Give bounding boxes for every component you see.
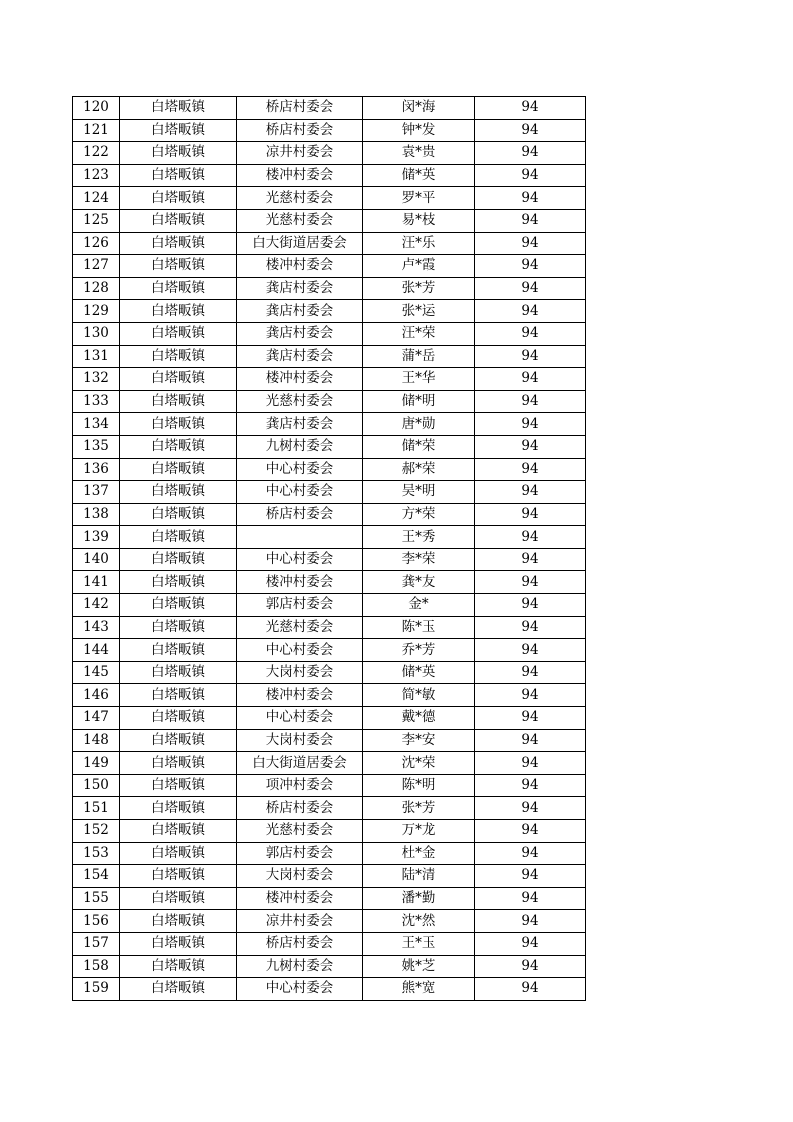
person-name-cell: 袁*贵 (363, 142, 475, 165)
village-committee-cell: 桥店村委会 (237, 932, 363, 955)
row-number-cell: 147 (73, 707, 120, 730)
person-name-cell: 陆*清 (363, 865, 475, 888)
person-name-cell: 张*芳 (363, 277, 475, 300)
row-number-cell: 136 (73, 458, 120, 481)
person-name-cell: 沈*然 (363, 910, 475, 933)
town-cell: 白塔畈镇 (120, 368, 237, 391)
person-name-cell: 吴*明 (363, 481, 475, 504)
town-cell: 白塔畈镇 (120, 526, 237, 549)
village-committee-cell: 白大街道居委会 (237, 232, 363, 255)
score-cell: 94 (475, 413, 586, 436)
person-name-cell: 戴*德 (363, 707, 475, 730)
table-row (73, 955, 586, 978)
row-number-cell: 139 (73, 526, 120, 549)
score-cell: 94 (475, 932, 586, 955)
score-cell: 94 (475, 820, 586, 843)
row-number-cell: 156 (73, 910, 120, 933)
table-row (73, 887, 586, 910)
table-row (73, 594, 586, 617)
row-number-cell: 134 (73, 413, 120, 436)
table-row (73, 639, 586, 662)
village-committee-cell: 九树村委会 (237, 955, 363, 978)
person-name-cell: 李*荣 (363, 548, 475, 571)
score-cell: 94 (475, 842, 586, 865)
table-row (73, 322, 586, 345)
table-row (73, 548, 586, 571)
town-cell: 白塔畈镇 (120, 435, 237, 458)
village-committee-cell: 光慈村委会 (237, 209, 363, 232)
table-row (73, 820, 586, 843)
table-row (73, 187, 586, 210)
score-cell: 94 (475, 164, 586, 187)
town-cell: 白塔畈镇 (120, 503, 237, 526)
table-row (73, 729, 586, 752)
person-name-cell: 王*玉 (363, 932, 475, 955)
village-committee-cell: 大岗村委会 (237, 865, 363, 888)
score-cell: 94 (475, 616, 586, 639)
person-name-cell: 乔*芳 (363, 639, 475, 662)
town-cell: 白塔畈镇 (120, 661, 237, 684)
town-cell: 白塔畈镇 (120, 797, 237, 820)
table-row (73, 932, 586, 955)
table-row (73, 503, 586, 526)
score-cell: 94 (475, 752, 586, 775)
score-cell: 94 (475, 255, 586, 278)
score-cell: 94 (475, 390, 586, 413)
row-number-cell: 126 (73, 232, 120, 255)
town-cell: 白塔畈镇 (120, 594, 237, 617)
table-row (73, 571, 586, 594)
person-name-cell: 熊*宽 (363, 978, 475, 1001)
village-committee-cell: 龚店村委会 (237, 345, 363, 368)
village-committee-cell: 楼冲村委会 (237, 571, 363, 594)
person-name-cell: 王*秀 (363, 526, 475, 549)
village-committee-cell: 龚店村委会 (237, 277, 363, 300)
person-name-cell: 卢*霞 (363, 255, 475, 278)
score-cell: 94 (475, 910, 586, 933)
town-cell: 白塔畈镇 (120, 458, 237, 481)
row-number-cell: 158 (73, 955, 120, 978)
village-committee-cell: 光慈村委会 (237, 390, 363, 413)
village-committee-cell: 大岗村委会 (237, 661, 363, 684)
table-row (73, 910, 586, 933)
row-number-cell: 152 (73, 820, 120, 843)
row-number-cell: 132 (73, 368, 120, 391)
town-cell: 白塔畈镇 (120, 842, 237, 865)
table-row (73, 865, 586, 888)
row-number-cell: 154 (73, 865, 120, 888)
village-committee-cell: 楼冲村委会 (237, 255, 363, 278)
village-committee-cell: 龚店村委会 (237, 413, 363, 436)
town-cell: 白塔畈镇 (120, 752, 237, 775)
row-number-cell: 120 (73, 97, 120, 120)
village-committee-cell: 凉井村委会 (237, 910, 363, 933)
person-name-cell: 姚*芝 (363, 955, 475, 978)
town-cell: 白塔畈镇 (120, 300, 237, 323)
score-cell: 94 (475, 322, 586, 345)
town-cell: 白塔畈镇 (120, 932, 237, 955)
row-number-cell: 157 (73, 932, 120, 955)
person-name-cell: 张*运 (363, 300, 475, 323)
village-committee-cell: 楼冲村委会 (237, 887, 363, 910)
table-row (73, 300, 586, 323)
table-row (73, 481, 586, 504)
village-committee-cell: 项冲村委会 (237, 774, 363, 797)
table-row (73, 616, 586, 639)
table-row (73, 232, 586, 255)
row-number-cell: 127 (73, 255, 120, 278)
town-cell: 白塔畈镇 (120, 639, 237, 662)
village-committee-cell: 桥店村委会 (237, 97, 363, 120)
person-name-cell: 唐*勋 (363, 413, 475, 436)
table-row (73, 526, 586, 549)
town-cell: 白塔畈镇 (120, 119, 237, 142)
town-cell: 白塔畈镇 (120, 413, 237, 436)
person-name-cell: 汪*乐 (363, 232, 475, 255)
village-committee-cell: 楼冲村委会 (237, 684, 363, 707)
table-row (73, 413, 586, 436)
village-committee-cell: 中心村委会 (237, 978, 363, 1001)
table-row (73, 458, 586, 481)
town-cell: 白塔畈镇 (120, 548, 237, 571)
table-row (73, 684, 586, 707)
town-cell: 白塔畈镇 (120, 390, 237, 413)
village-committee-cell: 光慈村委会 (237, 187, 363, 210)
row-number-cell: 149 (73, 752, 120, 775)
person-name-cell: 万*龙 (363, 820, 475, 843)
score-cell: 94 (475, 684, 586, 707)
row-number-cell: 129 (73, 300, 120, 323)
row-number-cell: 124 (73, 187, 120, 210)
town-cell: 白塔畈镇 (120, 684, 237, 707)
row-number-cell: 128 (73, 277, 120, 300)
person-name-cell: 钟*发 (363, 119, 475, 142)
score-cell: 94 (475, 458, 586, 481)
row-number-cell: 123 (73, 164, 120, 187)
row-number-cell: 159 (73, 978, 120, 1001)
person-name-cell: 简*敏 (363, 684, 475, 707)
town-cell: 白塔畈镇 (120, 616, 237, 639)
person-name-cell: 王*华 (363, 368, 475, 391)
table-row (73, 277, 586, 300)
person-name-cell: 储*明 (363, 390, 475, 413)
village-committee-cell: 九树村委会 (237, 435, 363, 458)
town-cell: 白塔畈镇 (120, 322, 237, 345)
row-number-cell: 131 (73, 345, 120, 368)
village-committee-cell: 桥店村委会 (237, 503, 363, 526)
row-number-cell: 142 (73, 594, 120, 617)
score-cell: 94 (475, 661, 586, 684)
row-number-cell: 121 (73, 119, 120, 142)
row-number-cell: 150 (73, 774, 120, 797)
table-row (73, 209, 586, 232)
village-committee-cell: 中心村委会 (237, 707, 363, 730)
row-number-cell: 137 (73, 481, 120, 504)
village-committee-cell: 白大街道居委会 (237, 752, 363, 775)
score-cell: 94 (475, 97, 586, 120)
table-row (73, 345, 586, 368)
village-committee-cell: 桥店村委会 (237, 797, 363, 820)
row-number-cell: 143 (73, 616, 120, 639)
score-cell: 94 (475, 978, 586, 1001)
score-cell: 94 (475, 187, 586, 210)
table-row (73, 368, 586, 391)
score-cell: 94 (475, 571, 586, 594)
score-cell: 94 (475, 142, 586, 165)
score-cell: 94 (475, 548, 586, 571)
village-committee-cell: 楼冲村委会 (237, 164, 363, 187)
person-name-cell: 金* (363, 594, 475, 617)
town-cell: 白塔畈镇 (120, 955, 237, 978)
person-name-cell: 罗*平 (363, 187, 475, 210)
village-committee-cell: 光慈村委会 (237, 820, 363, 843)
town-cell: 白塔畈镇 (120, 209, 237, 232)
score-cell: 94 (475, 435, 586, 458)
row-number-cell: 140 (73, 548, 120, 571)
score-cell: 94 (475, 368, 586, 391)
data-table (72, 96, 586, 1001)
person-name-cell: 储*英 (363, 164, 475, 187)
person-name-cell: 李*安 (363, 729, 475, 752)
score-cell: 94 (475, 277, 586, 300)
score-cell: 94 (475, 774, 586, 797)
score-cell: 94 (475, 345, 586, 368)
town-cell: 白塔畈镇 (120, 255, 237, 278)
row-number-cell: 125 (73, 209, 120, 232)
town-cell: 白塔畈镇 (120, 164, 237, 187)
town-cell: 白塔畈镇 (120, 232, 237, 255)
row-number-cell: 135 (73, 435, 120, 458)
table-row (73, 797, 586, 820)
person-name-cell: 郝*荣 (363, 458, 475, 481)
town-cell: 白塔畈镇 (120, 277, 237, 300)
town-cell: 白塔畈镇 (120, 707, 237, 730)
village-committee-cell: 楼冲村委会 (237, 368, 363, 391)
town-cell: 白塔畈镇 (120, 910, 237, 933)
person-name-cell: 闵*海 (363, 97, 475, 120)
person-name-cell: 潘*勤 (363, 887, 475, 910)
village-committee-cell: 龚店村委会 (237, 322, 363, 345)
town-cell: 白塔畈镇 (120, 345, 237, 368)
table-row (73, 164, 586, 187)
village-committee-cell: 大岗村委会 (237, 729, 363, 752)
village-committee-cell: 郭店村委会 (237, 594, 363, 617)
score-cell: 94 (475, 797, 586, 820)
score-cell: 94 (475, 955, 586, 978)
score-cell: 94 (475, 503, 586, 526)
village-committee-cell: 中心村委会 (237, 481, 363, 504)
table-row (73, 255, 586, 278)
table-row (73, 97, 586, 120)
score-cell: 94 (475, 887, 586, 910)
score-cell: 94 (475, 300, 586, 323)
person-name-cell: 陈*明 (363, 774, 475, 797)
person-name-cell: 方*荣 (363, 503, 475, 526)
person-name-cell: 汪*荣 (363, 322, 475, 345)
score-cell: 94 (475, 639, 586, 662)
table-row (73, 142, 586, 165)
row-number-cell: 138 (73, 503, 120, 526)
row-number-cell: 133 (73, 390, 120, 413)
table-row (73, 842, 586, 865)
table-row (73, 707, 586, 730)
village-committee-cell (237, 526, 363, 549)
score-cell: 94 (475, 865, 586, 888)
village-committee-cell: 中心村委会 (237, 458, 363, 481)
town-cell: 白塔畈镇 (120, 978, 237, 1001)
score-cell: 94 (475, 526, 586, 549)
village-committee-cell: 龚店村委会 (237, 300, 363, 323)
village-committee-cell: 凉井村委会 (237, 142, 363, 165)
row-number-cell: 153 (73, 842, 120, 865)
town-cell: 白塔畈镇 (120, 729, 237, 752)
village-committee-cell: 中心村委会 (237, 639, 363, 662)
person-name-cell: 蒲*岳 (363, 345, 475, 368)
person-name-cell: 陈*玉 (363, 616, 475, 639)
score-cell: 94 (475, 209, 586, 232)
row-number-cell: 155 (73, 887, 120, 910)
table-body (73, 97, 586, 1001)
row-number-cell: 151 (73, 797, 120, 820)
table-row (73, 774, 586, 797)
person-name-cell: 杜*金 (363, 842, 475, 865)
person-name-cell: 易*枝 (363, 209, 475, 232)
table-row (73, 752, 586, 775)
town-cell: 白塔畈镇 (120, 774, 237, 797)
person-name-cell: 张*芳 (363, 797, 475, 820)
row-number-cell: 148 (73, 729, 120, 752)
person-name-cell: 储*英 (363, 661, 475, 684)
table-row (73, 435, 586, 458)
village-committee-cell: 光慈村委会 (237, 616, 363, 639)
village-committee-cell: 中心村委会 (237, 548, 363, 571)
score-cell: 94 (475, 481, 586, 504)
score-cell: 94 (475, 594, 586, 617)
score-cell: 94 (475, 707, 586, 730)
town-cell: 白塔畈镇 (120, 820, 237, 843)
village-committee-cell: 桥店村委会 (237, 119, 363, 142)
table-row (73, 978, 586, 1001)
row-number-cell: 146 (73, 684, 120, 707)
table-row (73, 661, 586, 684)
row-number-cell: 141 (73, 571, 120, 594)
score-cell: 94 (475, 729, 586, 752)
town-cell: 白塔畈镇 (120, 97, 237, 120)
person-name-cell: 沈*荣 (363, 752, 475, 775)
row-number-cell: 144 (73, 639, 120, 662)
table-row (73, 119, 586, 142)
person-name-cell: 储*荣 (363, 435, 475, 458)
town-cell: 白塔畈镇 (120, 142, 237, 165)
row-number-cell: 145 (73, 661, 120, 684)
row-number-cell: 130 (73, 322, 120, 345)
village-committee-cell: 郭店村委会 (237, 842, 363, 865)
person-name-cell: 龚*友 (363, 571, 475, 594)
town-cell: 白塔畈镇 (120, 187, 237, 210)
town-cell: 白塔畈镇 (120, 887, 237, 910)
score-cell: 94 (475, 119, 586, 142)
score-cell: 94 (475, 232, 586, 255)
table-row (73, 390, 586, 413)
row-number-cell: 122 (73, 142, 120, 165)
town-cell: 白塔畈镇 (120, 865, 237, 888)
town-cell: 白塔畈镇 (120, 571, 237, 594)
town-cell: 白塔畈镇 (120, 481, 237, 504)
